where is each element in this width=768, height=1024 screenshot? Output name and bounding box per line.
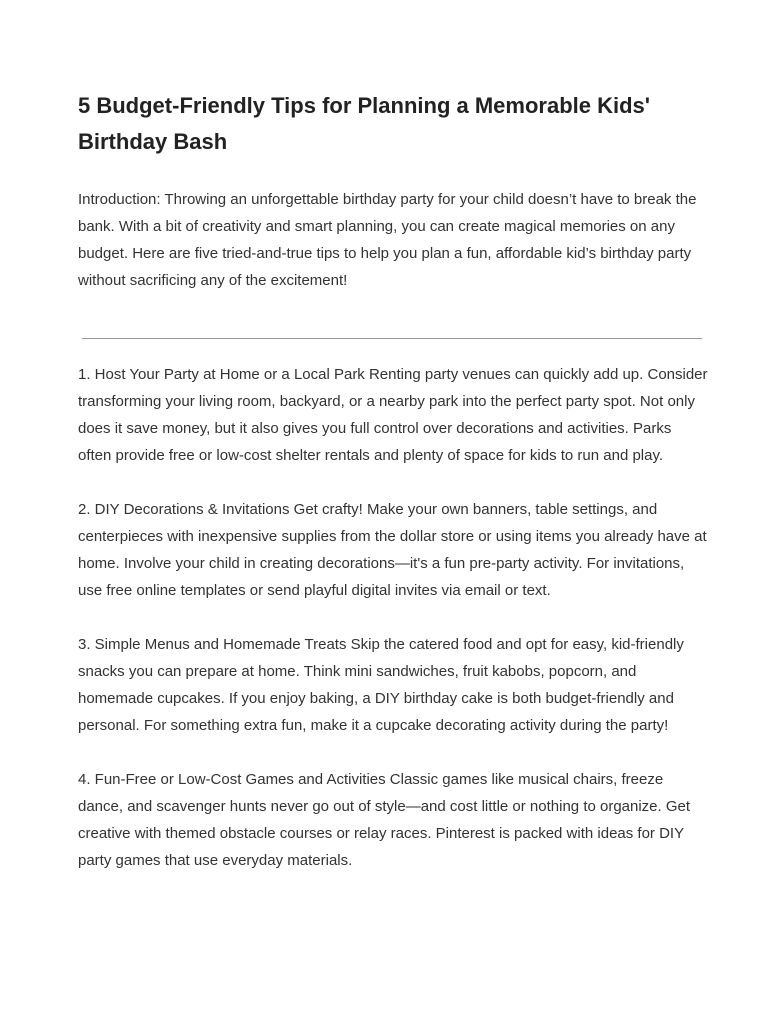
intro-paragraph: Introduction: Throwing an unforgettable birthday party for your child doesn’t have to break the bank. With a bit of creativity and smart planning, you can create magical memories on any budget. Here are five tried-and-true tips to help you plan a fun, affordable kid’s birthday party without sacrificing any of the excitement! xyxy=(78,191,697,289)
tip-paragraph-1: 1. Host Your Party at Home or a Local Park Renting party venues can quickly add up. Consider transforming your living room, backyard, or a nearby park into the perfect party spot. Not only does it save money, but it also gives you full control over decorations and activities. Parks often provide free or low-cost shelter rentals and plenty of space for kids to run and play. xyxy=(78,366,708,464)
document-title: 5 Budget-Friendly Tips for Planning a Memorable Kids' Birthday Bash xyxy=(78,93,651,154)
tip-paragraph-4: 4. Fun-Free or Low-Cost Games and Activities Classic games like musical chairs, freeze dance, and scavenger hunts never go out of style—and cost little or nothing to organize. Get creative with themed obstacle courses or relay races. Pinterest is packed with ideas for DIY party games that use everyday materials. xyxy=(78,771,691,869)
document-page xyxy=(78,88,708,901)
tip-paragraph-3: 3. Simple Menus and Homemade Treats Skip the catered food and opt for easy, kid-friendly snacks you can prepare at home. Think mini sandwiches, fruit kabobs, popcorn, and homemade cupcakes. If you enjoy baking, a DIY birthday cake is both budget-friendly and personal. For something extra fun, make it a cupcake decorating activity during the party! xyxy=(78,636,684,734)
section-divider xyxy=(82,338,702,339)
tip-paragraph-2: 2. DIY Decorations & Invitations Get crafty! Make your own banners, table settings, and centerpieces with inexpensive supplies from the dollar store or using items you already have at home. Involve your child in creating decorations—it's a fun pre-party activity. For invitations, use free online templates or send playful digital invites via email or text. xyxy=(78,501,707,599)
